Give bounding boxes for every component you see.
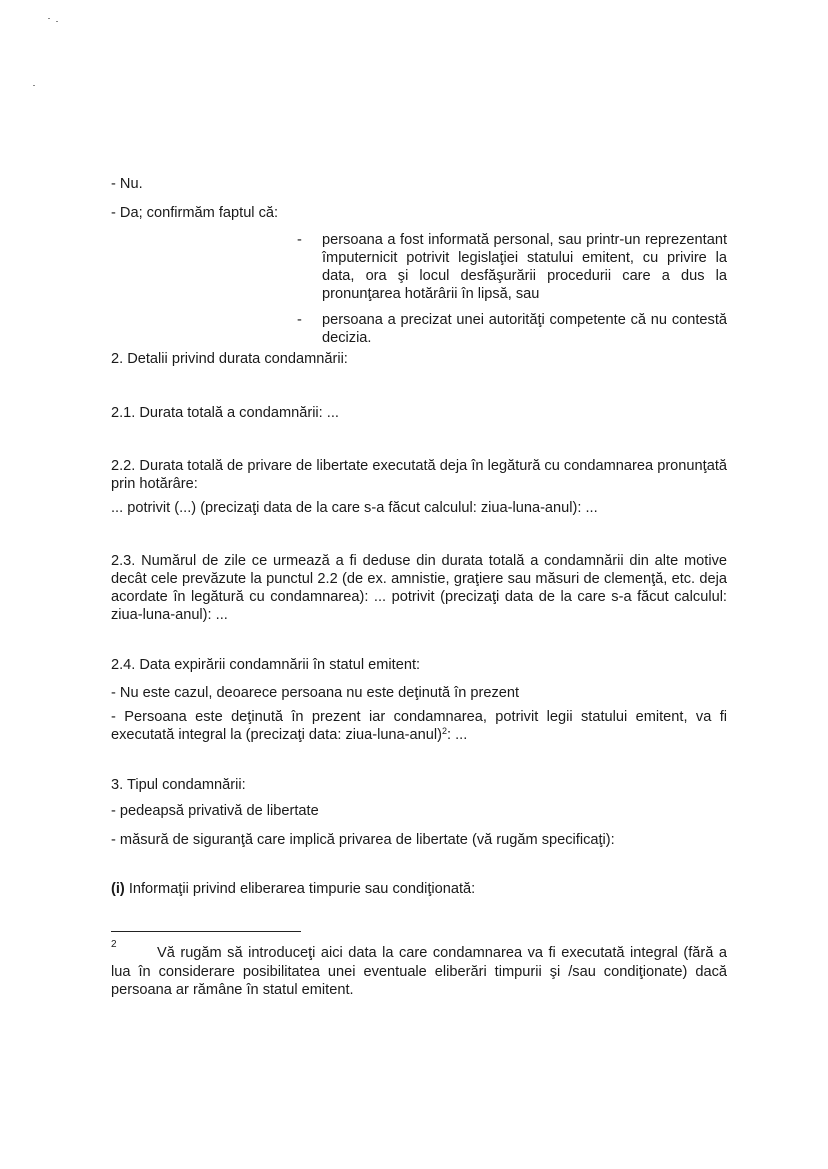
bullet-dash: -: [297, 232, 302, 248]
section-2-2: 2.2. Durata totală de privare de libertate executată deja în legătură cu condamnarea pronunţată prin hotărâre:: [111, 458, 727, 492]
section-2-4-option-2-tail: : ...: [447, 727, 468, 743]
scan-speck: [48, 18, 50, 19]
footnote-text: Vă rugăm să introduceţi aici data la care condamnarea va fi executată integral (fără a lua în considerare posibilitatea unei eventuale eliberări timpurii şi /sau condiţionate) dacă persoana ar rămâne în statul emitent.: [111, 945, 727, 998]
footnote-divider: [111, 931, 301, 932]
option-da: - Da; confirmăm faptul că:: [111, 205, 279, 221]
section-2-4-heading: 2.4. Data expirării condamnării în statul emitent:: [111, 657, 421, 673]
section-3-heading: 3. Tipul condamnării:: [111, 777, 246, 793]
section-2-4-option-2-text: - Persoana este deţinută în prezent iar condamnarea, potrivit legii statului emitent, va fi executată integral la (precizaţi data: ziua-luna-anul): [111, 709, 727, 743]
footnote-number: 2: [111, 939, 117, 950]
section-2-1: 2.1. Durata totală a condamnării: ...: [111, 405, 339, 421]
section-3-option-1: - pedeapsă privativă de libertate: [111, 803, 319, 819]
bullet-informed-personally: persoana a fost informată personal, sau printr-un reprezentant împuternicit potrivit legislaţiei statului emitent, cu privire la data, ora şi locul desfăşurării procedurii care a dus la pronunţarea hotărârii în lipsă, sau: [322, 232, 727, 302]
section-2-heading: 2. Detalii privind durata condamnării:: [111, 351, 348, 367]
option-nu: - Nu.: [111, 176, 143, 192]
section-i-heading: [111, 880, 727, 898]
section-2-4-option-2: [111, 708, 727, 744]
bullet-not-contesting: persoana a precizat unei autorităţi competente că nu contestă decizia.: [322, 312, 727, 346]
footnote-ref: 2: [441, 726, 447, 736]
section-i-marker: (i): [111, 881, 125, 897]
section-i-text: Informaţii privind eliberarea timpurie sau condiţionată:: [124, 881, 476, 897]
scan-speck: [33, 85, 35, 86]
bullet-dash: -: [297, 312, 302, 328]
section-3-option-2: - măsură de siguranţă care implică privarea de libertate (vă rugăm specificaţi):: [111, 832, 615, 848]
scan-speck: [56, 21, 58, 22]
section-2-4-option-1: - Nu este cazul, deoarece persoana nu este deţinută în prezent: [111, 685, 520, 701]
section-2-3: 2.3. Numărul de zile ce urmează a fi deduse din durata totală a condamnării din alte motive decât cele prevăzute la punctul 2.2 (de ex. amnistie, graţiere sau măsuri de clemenţă, etc. deja acordate în legătură cu condamnarea): ... potrivit (precizaţi data de la care s-a făcut calculul: ziua-luna-anul): ...: [111, 553, 727, 623]
section-2-2-detail: ... potrivit (...) (precizaţi data de la care s-a făcut calculul: ziua-luna-anul): ...: [111, 500, 598, 516]
